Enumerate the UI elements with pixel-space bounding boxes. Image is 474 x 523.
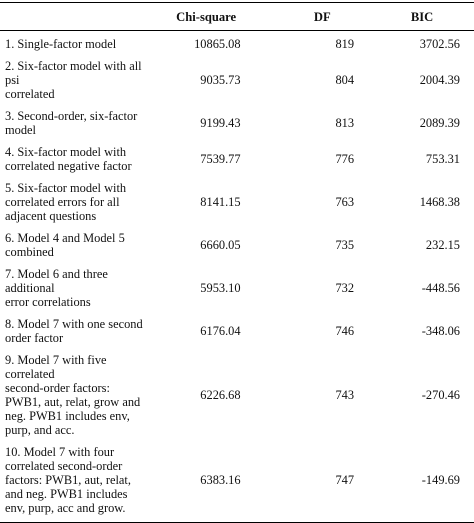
bic-value: -270.46 [421,388,460,402]
df-value: 763 [335,195,355,209]
df-value: 743 [335,388,355,402]
model-name: 10. Model 7 with four correlated second-order factors: PWB1, aut, relat, and neg. PWB1 includes env, purp, acc and grow. [5,445,131,515]
bic-value: 3702.56 [419,37,460,51]
model-name: 7. Model 6 and three additional error correlations [5,267,108,309]
model-name: 5. Six-factor model with correlated errors for all adjacent questions [5,181,127,223]
header-bic: BIC [354,3,474,31]
model-name: 4. Six-factor model with correlated negative factor [5,145,132,173]
model-name: 8. Model 7 with one second order factor [5,317,143,345]
table-row [0,139,474,175]
table-row [0,311,474,347]
chi-square-value: 6226.68 [200,388,241,402]
bic-value: 2004.39 [419,73,460,87]
bic-value: -149.69 [354,439,474,523]
header-row [0,3,474,31]
header-model [0,3,150,31]
chi-square-value: 8141.15 [200,195,241,209]
model-name: 2. Six-factor model with all psi correlated [5,59,142,101]
header-df: DF [241,3,354,31]
chi-square-value: 5953.10 [200,281,241,295]
df-value: 804 [335,73,355,87]
chi-square-value: 9199.43 [200,116,241,130]
model-fit-table [0,2,474,523]
table-row [0,53,474,103]
bic-value: 1468.38 [419,195,460,209]
chi-square-value: 10865.08 [194,37,241,51]
header-chi-square: Chi-square [150,3,241,31]
table-row [0,225,474,261]
table-row [0,31,474,54]
table-row [0,175,474,225]
df-value: 776 [335,152,355,166]
bic-value: 232.15 [425,238,460,252]
model-name: 6. Model 4 and Model 5 combined [5,231,125,259]
chi-square-value: 6176.04 [200,324,241,338]
df-value: 747 [241,439,354,523]
model-name: 3. Second-order, six-factor model [5,109,138,137]
table-row [0,347,474,439]
bic-value: -348.06 [421,324,460,338]
model-name: 9. Model 7 with five correlated second-order factors: PWB1, aut, relat, grow and neg. PWB1 includes env, purp, and acc. [5,353,141,437]
df-value: 746 [335,324,355,338]
chi-square-value: 9035.73 [200,73,241,87]
chi-square-value: 6383.16 [150,439,241,523]
df-value: 732 [335,281,355,295]
chi-square-value: 7539.77 [200,152,241,166]
bic-value: 753.31 [425,152,460,166]
bic-value: -448.56 [421,281,460,295]
table-row [0,261,474,311]
df-value: 813 [335,116,355,130]
df-value: 819 [335,37,355,51]
chi-square-value: 6660.05 [200,238,241,252]
model-name: 1. Single-factor model [5,37,117,51]
df-value: 735 [335,238,355,252]
table-row [0,103,474,139]
table-row [0,439,474,523]
table-body [0,31,474,523]
bic-value: 2089.39 [419,116,460,130]
